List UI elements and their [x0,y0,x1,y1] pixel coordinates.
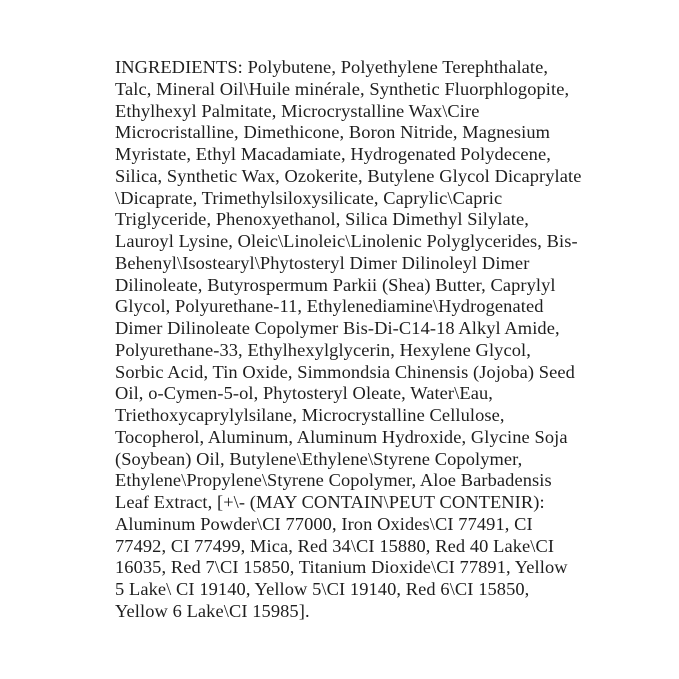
ingredients-line: Talc, Mineral Oil\Huile minérale, Synthetic Fluorphlogopite, [115,78,570,99]
ingredients-line: Ethylene\Propylene\Styrene Copolymer, Aloe Barbadensis [115,470,552,491]
ingredients-line: Microcristalline, Dimethicone, Boron Nitride, Magnesium [115,122,551,143]
ingredients-line: Aluminum Powder\CI 77000, Iron Oxides\CI 77491, CI [115,513,533,534]
ingredients-line: Triglyceride, Phenoxyethanol, Silica Dimethyl Silylate, [115,209,529,230]
ingredients-line: 5 Lake\ CI 19140, Yellow 5\CI 19140, Red 6\CI 15850, [115,579,530,599]
ingredients-text-block [115,57,585,623]
ingredients-line: Oil, o-Cymen-5-ol, Phytosteryl Oleate, Water\Eau, [115,383,493,404]
ingredients-line: Triethoxycaprylylsilane, Microcrystalline Cellulose, [115,405,505,425]
ingredients-line: (Soybean) Oil, Butylene\Ethylene\Styrene Copolymer, [115,448,523,469]
ingredients-line: 16035, Red 7\CI 15850, Titanium Dioxide\CI 77891, Yellow [115,557,568,578]
ingredients-line: Yellow 6 Lake\CI 15985]. [115,600,310,621]
ingredients-line: INGREDIENTS: Polybutene, Polyethylene Terephthalate, [115,57,549,77]
ingredients-line: Polyurethane-33, Ethylhexylglycerin, Hexylene Glycol, [115,339,531,360]
ingredients-line: Tocopherol, Aluminum, Aluminum Hydroxide, Glycine Soja [115,426,568,447]
ingredients-line: Glycol, Polyurethane-11, Ethylenediamine\Hydrogenated [115,296,544,317]
ingredients-line: Silica, Synthetic Wax, Ozokerite, Butylene Glycol Dicaprylate [115,165,582,186]
ingredients-line: Dimer Dilinoleate Copolymer Bis-Di-C14-18 Alkyl Amide, [115,318,560,338]
ingredients-line: Sorbic Acid, Tin Oxide, Simmondsia Chinensis (Jojoba) Seed [115,361,575,382]
ingredients-line: Myristate, Ethyl Macadamiate, Hydrogenated Polydecene, [115,144,551,164]
ingredients-line: Lauroyl Lysine, Oleic\Linoleic\Linolenic Polyglycerides, Bis- [115,231,578,251]
ingredients-line: Leaf Extract, [+\- (MAY CONTAIN\PEUT CONTENIR): [115,492,545,512]
ingredients-line: \Dicaprate, Trimethylsiloxysilicate, Caprylic\Capric [115,187,503,208]
ingredients-line: Dilinoleate, Butyrospermum Parkii (Shea) Butter, Caprylyl [115,274,556,295]
ingredients-line: Ethylhexyl Palmitate, Microcrystalline Wax\Cire [115,100,480,121]
ingredients-line: Behenyl\Isostearyl\Phytosteryl Dimer Dilinoleyl Dimer [115,252,530,273]
ingredients-line: 77492, CI 77499, Mica, Red 34\CI 15880, Red 40 Lake\CI [115,535,555,556]
